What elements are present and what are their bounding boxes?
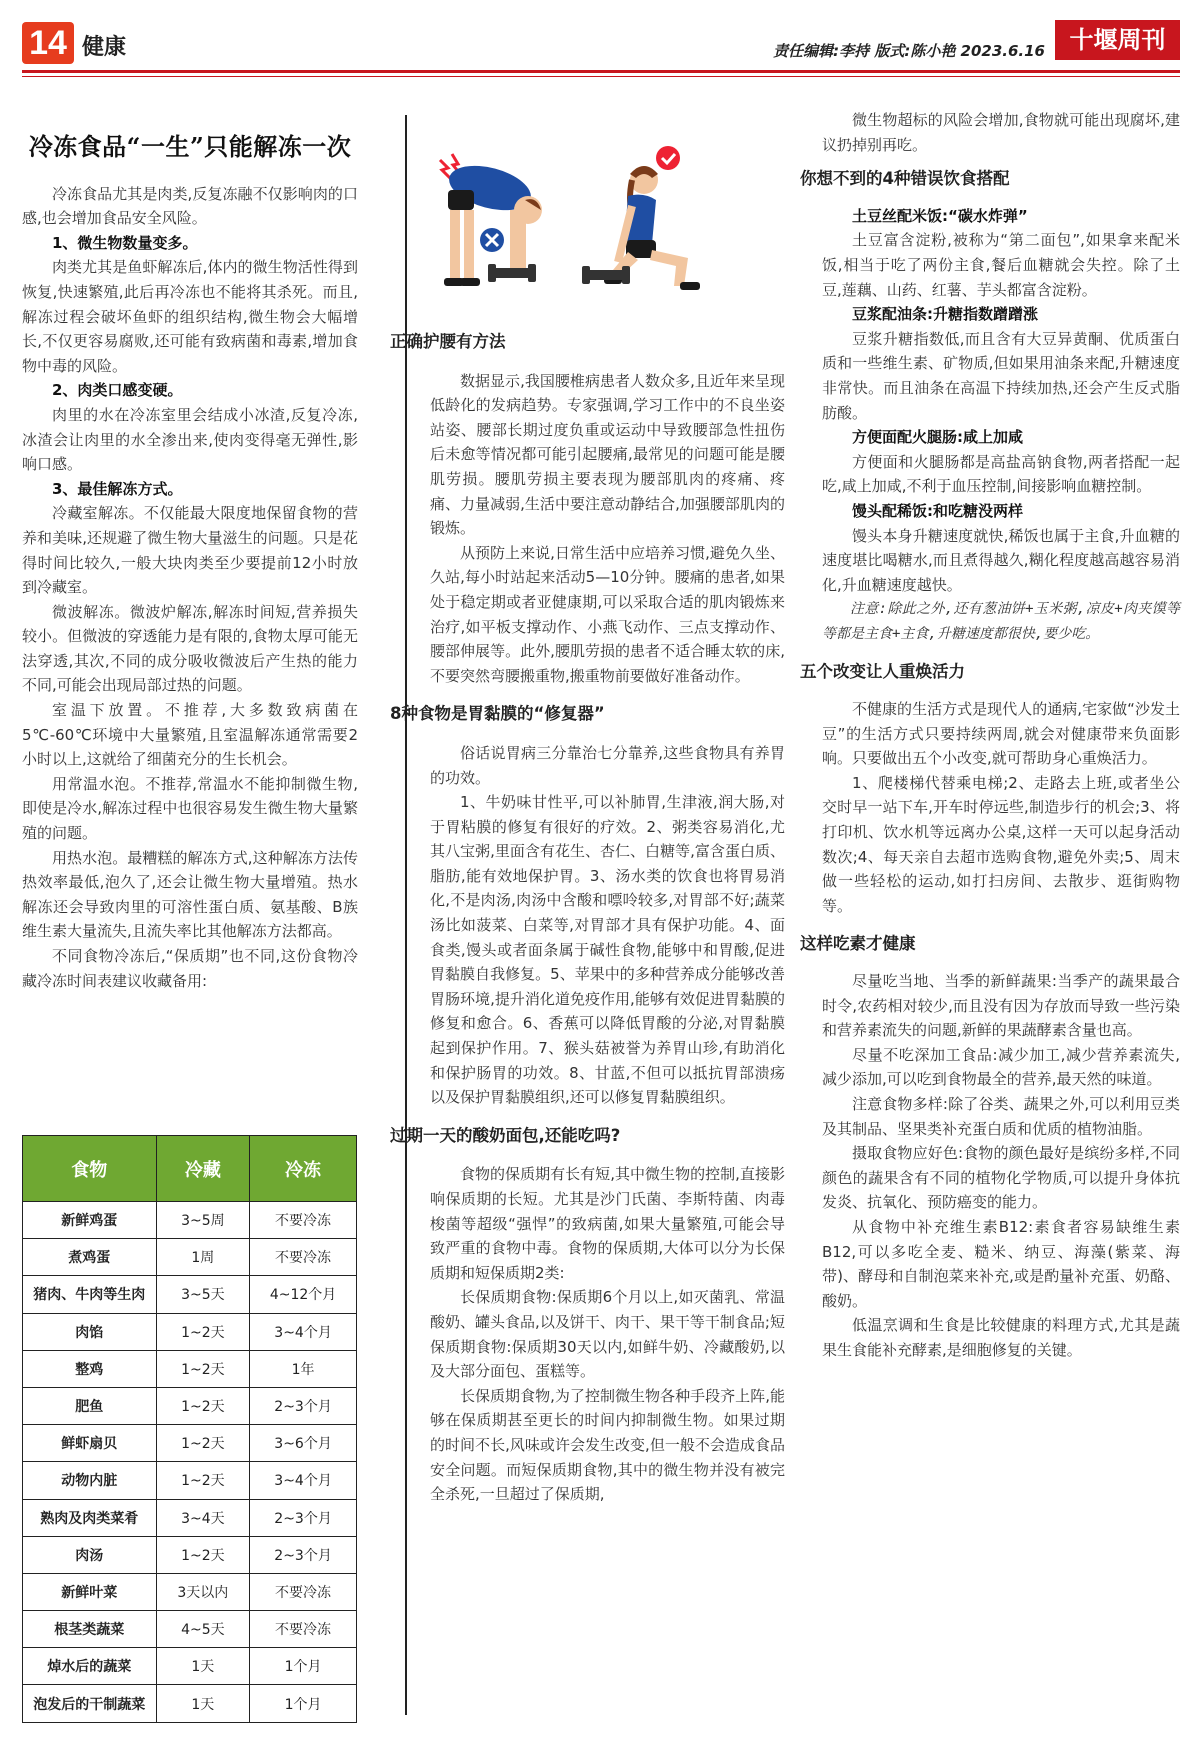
table-row: [23, 1685, 357, 1722]
table-header: 食物: [23, 1136, 157, 1202]
freezer-cell: 不要冷冻: [250, 1202, 357, 1239]
paragraph: 豆浆升糖指数低,而且含有大豆异黄酮、优质蛋白质和一些维生素、矿物质,但如果用油条来配,升糖速度非常快。而且油条在高温下持续加热,还会产生反式脂肪酸。: [822, 329, 1180, 422]
food-cell: 整鸡: [23, 1350, 157, 1387]
paragraph: 用热水泡。最糟糕的解冻方式,这种解冻方法传热效率最低,泡久了,还会让微生物大量增殖。热水解冻还会导致肉里的可溶性蛋白质、氨基酸、B族维生素大量流失,且流失率比其他解冻方法都高。: [22, 848, 358, 941]
article-body: [22, 182, 358, 994]
freezer-cell: 不要冷冻: [250, 1573, 357, 1610]
subheading: 这样吃素才健康: [800, 934, 916, 954]
fridge-cell: 3~4天: [156, 1499, 250, 1536]
fridge-cell: 1天: [156, 1648, 250, 1685]
waist-posture-illustration: [430, 140, 770, 310]
food-cell: 泡发后的干制蔬菜: [23, 1685, 157, 1722]
freezer-cell: 3~4个月: [250, 1462, 357, 1499]
article-thawing: [22, 132, 358, 993]
table-row: [23, 1648, 357, 1685]
paragraph: 室温下放置。不推荐,大多数致病菌在5℃-60℃环境中大量繁殖,且室温解冻通常需要2小时以上,这就给了细菌充分的生长机会。: [22, 701, 358, 769]
table-header: 冷冻: [250, 1136, 357, 1202]
table-header: 冷藏: [156, 1136, 250, 1202]
paragraph-lead: 方便面配火腿肠:咸上加咸: [852, 428, 1023, 447]
paragraph: 数据显示,我国腰椎病患者人数众多,且近年来呈现低龄化的发病趋势。专家强调,学习工作中的不良坐姿站姿、腰部长期过度负重或运动中导致腰部急性扭伤后未愈等情况都可能引起腰痛,最常见的问题可能是腰肌劳损。腰肌劳损主要表现为腰部肌肉的疼痛、疼痛、力量减弱,生活中要注意动静结合,加强腰部肌肉的锻炼。: [430, 371, 785, 538]
table-row: [23, 1462, 357, 1499]
table-row: [23, 1239, 357, 1276]
table-row: [23, 1499, 357, 1536]
freezer-cell: 4~12个月: [250, 1276, 357, 1313]
fridge-cell: 3天以内: [156, 1573, 250, 1610]
paragraph: 俗话说胃病三分靠治七分靠养,这些食物具有养胃的功效。: [430, 743, 785, 787]
food-cell: 肥鱼: [23, 1387, 157, 1424]
subheading: 你想不到的4种错误饮食搭配: [800, 169, 1010, 189]
paragraph-lead: 3、最佳解冻方式。: [52, 479, 183, 498]
fridge-cell: 3~5天: [156, 1276, 250, 1313]
paragraph: 1、牛奶味甘性平,可以补肺胃,生津液,润大肠,对于胃粘膜的修复有很好的疗效。2、粥类容易消化,尤其八宝粥,里面含有花生、杏仁、白糖等,富含蛋白质、脂肪,能有效地保护胃。3、汤水类的饮食也将胃易消化,不是肉汤,肉汤中含酸和嘌呤较多,对胃部不好;蔬菜汤比如菠菜、白菜等,对胃部才具有保护功能。4、面食类,馒头或者面条属于碱性食物,能够中和胃酸,促进胃黏膜自我修复。5、苹果中的多种营养成分能够改善胃肠环境,提升消化道免疫作用,能够有效促进胃黏膜的修复和愈合。6、香蕉可以降低胃酸的分泌,对胃黏膜起到保护作用。7、猴头菇被誉为养胃山珍,有助消化和保护肠胃的功效。8、甘蓝,不但可以抵抗胃部溃疡以及保护胃黏膜组织,还可以修复胃黏膜组织。: [430, 793, 785, 1107]
food-cell: 熟肉及肉类菜肴: [23, 1499, 157, 1536]
freezer-cell: 2~3个月: [250, 1387, 357, 1424]
column-three-body: [800, 108, 1180, 1363]
note-paragraph: 注意:除此之外,还有葱油饼+玉米粥,凉皮+肉夹馍等等都是主食+主食,升糖速度都很快,要少吃。: [822, 601, 1180, 642]
paragraph-lead: 豆浆配油条:升糖指数蹭蹭涨: [852, 305, 1038, 324]
paragraph: 注意食物多样:除了谷类、蔬果之外,可以利用豆类及其制品、坚果类补充蛋白质和优质的植物油脂。: [822, 1094, 1180, 1138]
subheading: 过期一天的酸奶面包,还能吃吗?: [390, 1125, 621, 1145]
freezer-cell: 1年: [250, 1350, 357, 1387]
fridge-cell: 1~2天: [156, 1350, 250, 1387]
fridge-cell: 1天: [156, 1685, 250, 1722]
subheading: 8种食物是胃黏膜的“修复器”: [390, 704, 605, 724]
header-rule: [22, 70, 1180, 73]
paragraph: 长保质期食物,为了控制微生物各种手段齐上阵,能够在保质期甚至更长的时间内抑制微生物。如果过期的时间不长,风味或许会发生改变,但一般不会造成食品安全问题。而短保质期食物,其中的微生物并没有被完全杀死,一旦超过了保质期,: [430, 1386, 785, 1504]
table-row: [23, 1276, 357, 1313]
fridge-cell: 3~5周: [156, 1202, 250, 1239]
food-cell: 动物内脏: [23, 1462, 157, 1499]
paragraph: 微波解冻。微波炉解冻,解冻时间短,营养损失较小。但微波的穿透能力是有限的,食物太厚可能无法穿透,其次,不同的成分吸收微波后产生热的能力不同,可能会出现局部过热的问题。: [22, 602, 358, 695]
storage-table: [22, 1135, 357, 1723]
paragraph: 从预防上来说,日常生活中应培养习惯,避免久坐、久站,每小时站起来活动5—10分钟。腰痛的患者,如果处于稳定期或者亚健康期,可以采取合适的肌肉锻炼来治疗,如平板支撑动作、小燕飞动作、三点支撑动作、腰部伸展等。此外,腰肌劳损的患者不适合睡太软的床,不要突然弯腰搬重物,搬重物前要做好准备动作。: [430, 543, 785, 685]
paragraph: 1、爬楼梯代替乘电梯;2、走路去上班,或者坐公交时早一站下车,开车时停远些,制造步行的机会;3、将打印机、饮水机等远离办公桌,这样一天可以起身活动数次;4、每天亲自去超市选购食物,避免外卖;5、周末做一些轻松的运动,如打扫房间、去散步、逛街购物等。: [822, 773, 1180, 915]
fridge-cell: 1~2天: [156, 1462, 250, 1499]
food-cell: 肉汤: [23, 1536, 157, 1573]
editor-credits: 责任编辑:李持 版式:陈小艳 2023.6.16: [773, 42, 1045, 60]
wrong-posture-figure: [440, 154, 542, 286]
paragraph-lead: 土豆丝配米饭:“碳水炸弹”: [852, 206, 1028, 225]
freezer-cell: 不要冷冻: [250, 1239, 357, 1276]
column-two-body: [390, 330, 785, 1507]
paragraph-lead: 馒头配稀饭:和吃糖没两样: [852, 501, 1023, 520]
article-title: 冷冻食品“一生”只能解冻一次: [28, 132, 352, 161]
page-header: [22, 20, 1180, 66]
food-cell: 新鲜鸡蛋: [23, 1202, 157, 1239]
paragraph: 摄取食物应好色:食物的颜色最好是缤纷多样,不同颜色的蔬果含有不同的植物化学物质,可以提升身体抗发炎、抗氧化、预防癌变的能力。: [822, 1144, 1180, 1212]
column-divider: [405, 115, 407, 1715]
subheading: 正确护腰有方法: [390, 332, 506, 351]
paragraph-lead: 1、微生物数量变多。: [52, 233, 198, 252]
paragraph: 低温烹调和生食是比较健康的料理方式,尤其是蔬果生食能补充酵素,是细胞修复的关键。: [822, 1316, 1180, 1359]
paragraph: 从食物中补充维生素B12:素食者容易缺维生素B12,可以多吃全麦、糙米、纳豆、海藻(紫菜、海带)、酵母和自制泡菜来补充,或是酌量补充蛋、奶酪、酸奶。: [822, 1217, 1180, 1310]
paragraph: 冷冻食品尤其是肉类,反复冻融不仅影响肉的口感,也会增加食品安全风险。: [22, 184, 358, 228]
fridge-cell: 1~2天: [156, 1387, 250, 1424]
column-three: [800, 108, 1180, 1363]
freezer-cell: 2~3个月: [250, 1536, 357, 1573]
fridge-cell: 1周: [156, 1239, 250, 1276]
paragraph: 用常温水泡。不推荐,常温水不能抑制微生物,即使是冷水,解冻过程中也很容易发生微生物大量繁殖的问题。: [22, 774, 358, 843]
column-two: [390, 330, 785, 1507]
freezer-cell: 2~3个月: [250, 1499, 357, 1536]
paragraph: 土豆富含淀粉,被称为“第二面包”,如果拿来配米饭,相当于吃了两份主食,餐后血糖就会失控。除了土豆,莲藕、山药、红薯、芋头都富含淀粉。: [822, 231, 1180, 299]
table-header-row: [23, 1136, 357, 1202]
food-cell: 鲜虾扇贝: [23, 1425, 157, 1462]
paragraph: 馒头本身升糖速度就快,稀饭也属于主食,升血糖的速度堪比喝糖水,而且煮得越久,糊化程度越高越容易消化,升血糖速度越快。: [822, 526, 1180, 594]
page-number: 14: [22, 22, 74, 64]
paragraph: 方便面和火腿肠都是高盐高钠食物,两者搭配一起吃,咸上加咸,不利于血压控制,间接影响血糖控制。: [822, 452, 1180, 496]
food-cell: 新鲜叶菜: [23, 1573, 157, 1610]
paragraph: 微生物超标的风险会增加,食物就可能出现腐坏,建议扔掉别再吃。: [822, 111, 1180, 154]
food-cell: 根茎类蔬菜: [23, 1611, 157, 1648]
table-row: [23, 1573, 357, 1610]
food-cell: 焯水后的蔬菜: [23, 1648, 157, 1685]
paragraph-lead: 2、肉类口感变硬。: [52, 381, 183, 400]
section-title: 健康: [82, 35, 127, 60]
paragraph: 食物的保质期有长有短,其中微生物的控制,直接影响保质期的长短。尤其是沙门氏菌、李斯特菌、肉毒梭菌等超级“强悍”的致病菌,如果大量繁殖,可能会导致严重的食物中毒。食物的保质期,大体可以分为长保质期和短保质期2类:: [430, 1165, 785, 1282]
table-row: [23, 1313, 357, 1350]
food-cell: 煮鸡蛋: [23, 1239, 157, 1276]
table-row: [23, 1202, 357, 1239]
paragraph: 尽量不吃深加工食品:减少加工,减少营养素流失,减少添加,可以吃到食物最全的营养,最天然的味道。: [822, 1045, 1180, 1089]
food-cell: 肉馅: [23, 1313, 157, 1350]
freezer-cell: 3~4个月: [250, 1313, 357, 1350]
fridge-cell: 1~2天: [156, 1313, 250, 1350]
check-mark-icon: [656, 146, 680, 170]
paragraph: 肉里的水在冷冻室里会结成小冰渣,反复冷冻,冰渣会让肉里的水全渗出来,使肉变得毫无弹性,影响口感。: [22, 405, 358, 474]
freezer-cell: 1个月: [250, 1648, 357, 1685]
food-cell: 猪肉、牛肉等生肉: [23, 1276, 157, 1313]
table-row: [23, 1536, 357, 1573]
header-rule-thin: [22, 76, 1180, 77]
correct-posture-figure: [582, 146, 700, 290]
paragraph: 肉类尤其是鱼虾解冻后,体内的微生物活性得到恢复,快速繁殖,此后再冷冻也不能将其杀死。而且,解冻过程会破坏鱼虾的组织结构,微生物会大幅增长,不仅更容易腐败,还可能有致病菌和毒素,增加食物中毒的风险。: [22, 258, 358, 375]
table-row: [23, 1425, 357, 1462]
paragraph: 冷藏室解冻。不仅能最大限度地保留食物的营养和美味,还规避了微生物大量滋生的问题。只是花得时间比较久,一般大块肉类至少要提前12小时放到冷藏室。: [22, 504, 358, 597]
fridge-cell: 1~2天: [156, 1536, 250, 1573]
fridge-cell: 4~5天: [156, 1611, 250, 1648]
subheading: 五个改变让人重焕活力: [800, 662, 965, 682]
masthead-logo: 十堰周刊: [1055, 20, 1180, 60]
freezer-cell: 1个月: [250, 1685, 357, 1722]
fridge-cell: 1~2天: [156, 1425, 250, 1462]
paragraph: 尽量吃当地、当季的新鲜蔬果:当季产的蔬果最合时令,农药相对较少,而且没有因为存放而导致一些污染和营养素流失的问题,新鲜的果蔬酵素含量也高。: [822, 972, 1180, 1040]
paragraph: 长保质期食物:保质期6个月以上,如灭菌乳、常温酸奶、罐头食品,以及饼干、肉干、果干等干制食品;短保质期食物:保质期30天以内,如鲜牛奶、冷藏酸奶,以及大部分面包、蛋糕等。: [430, 1288, 785, 1381]
table-row: [23, 1387, 357, 1424]
paragraph: 不健康的生活方式是现代人的通病,宅家做“沙发土豆”的生活方式只要持续两周,就会对健康带来负面影响。只要做出五个小改变,就可帮助身心重焕活力。: [822, 700, 1180, 768]
table-row: [23, 1350, 357, 1387]
table-row: [23, 1611, 357, 1648]
freezer-cell: 3~6个月: [250, 1425, 357, 1462]
paragraph: 不同食物冷冻后,“保质期”也不同,这份食物冷藏冷冻时间表建议收藏备用:: [22, 947, 358, 990]
freezer-cell: 不要冷冻: [250, 1611, 357, 1648]
